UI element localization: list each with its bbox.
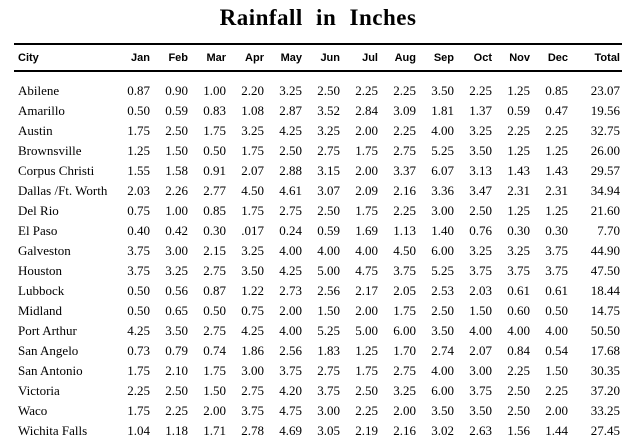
value-cell: 1.50 xyxy=(317,303,340,318)
value-cell: 3.00 xyxy=(317,403,340,418)
value-cell: 1.43 xyxy=(507,163,530,178)
value-cell: 4.25 xyxy=(279,263,302,278)
value-cell: 1.58 xyxy=(165,163,188,178)
value-cell: 3.00 xyxy=(431,203,454,218)
table-row xyxy=(14,142,622,162)
value-cell: 4.61 xyxy=(279,183,302,198)
value-cell: 1.81 xyxy=(431,103,454,118)
value-cell: 34.94 xyxy=(590,183,620,198)
value-cell: 0.59 xyxy=(507,103,530,118)
value-cell: 1.40 xyxy=(431,223,454,238)
value-cell: 30.35 xyxy=(590,363,620,378)
value-cell: 3.50 xyxy=(431,83,454,98)
value-cell: 2.53 xyxy=(431,283,454,298)
value-cell: 5.25 xyxy=(317,323,340,338)
value-cell: 3.50 xyxy=(165,323,188,338)
value-cell: 3.37 xyxy=(393,163,416,178)
table-row xyxy=(14,402,622,422)
value-cell: 0.30 xyxy=(203,223,226,238)
value-cell: 2.20 xyxy=(241,83,264,98)
value-cell: 0.50 xyxy=(127,103,150,118)
value-cell: 1.75 xyxy=(127,403,150,418)
column-header-city: City xyxy=(14,44,114,71)
city-cell: Abilene xyxy=(18,83,60,98)
city-cell: Austin xyxy=(18,123,53,138)
value-cell: 2.56 xyxy=(317,283,340,298)
value-cell: 2.78 xyxy=(241,423,264,438)
city-cell: Dallas /Ft. Worth xyxy=(18,183,108,198)
value-cell: 1.56 xyxy=(507,423,530,438)
value-cell: 0.30 xyxy=(545,223,568,238)
value-cell: 2.07 xyxy=(469,343,492,358)
value-cell: 1.18 xyxy=(165,423,188,438)
value-cell: 6.07 xyxy=(431,163,454,178)
value-cell: 1.71 xyxy=(203,423,226,438)
value-cell: 47.50 xyxy=(590,263,620,278)
value-cell: 0.50 xyxy=(127,283,150,298)
value-cell: 3.50 xyxy=(241,263,264,278)
city-cell: Amarillo xyxy=(18,103,65,118)
value-cell: 0.42 xyxy=(165,223,188,238)
value-cell: 2.75 xyxy=(317,363,340,378)
column-header-apr: Apr xyxy=(228,44,266,71)
city-cell: Houston xyxy=(18,263,63,278)
table-row xyxy=(14,302,622,322)
value-cell: 2.00 xyxy=(203,403,226,418)
value-cell: 3.00 xyxy=(241,363,264,378)
value-cell: 2.25 xyxy=(355,83,378,98)
column-header-jan: Jan xyxy=(114,44,152,71)
value-cell: 7.70 xyxy=(597,223,620,238)
value-cell: .017 xyxy=(241,223,264,238)
rainfall-table xyxy=(14,43,622,440)
value-cell: 2.75 xyxy=(203,323,226,338)
value-cell: 2.15 xyxy=(203,243,226,258)
value-cell: 0.90 xyxy=(165,83,188,98)
value-cell: 0.79 xyxy=(165,343,188,358)
value-cell: 3.00 xyxy=(469,363,492,378)
value-cell: 2.50 xyxy=(279,143,302,158)
city-cell: Midland xyxy=(18,303,63,318)
table-header xyxy=(14,44,622,71)
table-row xyxy=(14,242,622,262)
table-row xyxy=(14,362,622,382)
value-cell: 0.40 xyxy=(127,223,150,238)
value-cell: 0.50 xyxy=(203,143,226,158)
value-cell: 2.16 xyxy=(393,423,416,438)
value-cell: 4.25 xyxy=(241,323,264,338)
value-cell: 2.00 xyxy=(393,403,416,418)
value-cell: 2.25 xyxy=(165,403,188,418)
value-cell: 2.75 xyxy=(241,383,264,398)
column-header-nov: Nov xyxy=(494,44,532,71)
value-cell: 0.60 xyxy=(507,303,530,318)
city-cell: El Paso xyxy=(18,223,58,238)
value-cell: 18.44 xyxy=(590,283,620,298)
table-row xyxy=(14,422,622,440)
column-header-feb: Feb xyxy=(152,44,190,71)
value-cell: 2.75 xyxy=(203,263,226,278)
value-cell: 2.25 xyxy=(507,363,530,378)
value-cell: 3.25 xyxy=(393,383,416,398)
value-cell: 3.25 xyxy=(469,123,492,138)
value-cell: 1.44 xyxy=(545,423,568,438)
value-cell: 1.25 xyxy=(545,203,568,218)
value-cell: 1.75 xyxy=(203,363,226,378)
value-cell: 2.50 xyxy=(507,383,530,398)
value-cell: 2.09 xyxy=(355,183,378,198)
value-cell: 44.90 xyxy=(590,243,620,258)
value-cell: 3.75 xyxy=(241,403,264,418)
value-cell: 6.00 xyxy=(393,323,416,338)
value-cell: 0.59 xyxy=(317,223,340,238)
value-cell: 0.59 xyxy=(165,103,188,118)
value-cell: 3.25 xyxy=(241,123,264,138)
value-cell: 2.26 xyxy=(165,183,188,198)
column-header-aug: Aug xyxy=(380,44,418,71)
value-cell: 1.75 xyxy=(127,363,150,378)
value-cell: 2.88 xyxy=(279,163,302,178)
value-cell: 3.25 xyxy=(241,243,264,258)
value-cell: 3.09 xyxy=(393,103,416,118)
value-cell: 3.07 xyxy=(317,183,340,198)
value-cell: 2.00 xyxy=(355,123,378,138)
value-cell: 1.50 xyxy=(469,303,492,318)
table-row xyxy=(14,122,622,142)
value-cell: 2.25 xyxy=(393,123,416,138)
value-cell: 3.50 xyxy=(431,323,454,338)
value-cell: 5.00 xyxy=(355,323,378,338)
value-cell: 0.47 xyxy=(545,103,568,118)
city-cell: Brownsville xyxy=(18,143,82,158)
value-cell: 3.00 xyxy=(165,243,188,258)
city-cell: Wichita Falls xyxy=(18,423,88,438)
value-cell: 2.25 xyxy=(545,383,568,398)
page-title: Rainfall in Inches xyxy=(219,5,417,30)
value-cell: 2.50 xyxy=(507,403,530,418)
value-cell: 4.20 xyxy=(279,383,302,398)
value-cell: 4.50 xyxy=(393,243,416,258)
value-cell: 0.87 xyxy=(127,83,150,98)
value-cell: 2.19 xyxy=(355,423,378,438)
value-cell: 2.25 xyxy=(545,123,568,138)
value-cell: 1.08 xyxy=(241,103,264,118)
table-row xyxy=(14,382,622,402)
city-cell: Corpus Christi xyxy=(18,163,95,178)
value-cell: 1.00 xyxy=(203,83,226,98)
value-cell: 0.87 xyxy=(203,283,226,298)
value-cell: 2.00 xyxy=(355,303,378,318)
value-cell: 0.30 xyxy=(507,223,530,238)
value-cell: 2.00 xyxy=(355,163,378,178)
value-cell: 4.00 xyxy=(355,243,378,258)
value-cell: 2.63 xyxy=(469,423,492,438)
value-cell: 3.50 xyxy=(431,403,454,418)
value-cell: 6.00 xyxy=(431,243,454,258)
value-cell: 2.74 xyxy=(431,343,454,358)
value-cell: 0.61 xyxy=(545,283,568,298)
value-cell: 1.00 xyxy=(165,203,188,218)
table-row xyxy=(14,222,622,242)
value-cell: 2.84 xyxy=(355,103,378,118)
value-cell: 2.25 xyxy=(355,403,378,418)
city-cell: Del Rio xyxy=(18,203,59,218)
value-cell: 1.13 xyxy=(393,223,416,238)
column-header-jul: Jul xyxy=(342,44,380,71)
value-cell: 0.61 xyxy=(507,283,530,298)
value-cell: 3.75 xyxy=(507,263,530,278)
value-cell: 1.37 xyxy=(469,103,492,118)
value-cell: 4.00 xyxy=(279,323,302,338)
value-cell: 3.05 xyxy=(317,423,340,438)
value-cell: 1.25 xyxy=(507,143,530,158)
value-cell: 2.75 xyxy=(393,363,416,378)
value-cell: 3.75 xyxy=(279,363,302,378)
value-cell: 1.50 xyxy=(545,363,568,378)
column-header-jun: Jun xyxy=(304,44,342,71)
value-cell: 2.05 xyxy=(393,283,416,298)
value-cell: 23.07 xyxy=(590,83,620,98)
value-cell: 1.04 xyxy=(127,423,150,438)
value-cell: 0.91 xyxy=(203,163,226,178)
value-cell: 4.75 xyxy=(279,403,302,418)
value-cell: 4.25 xyxy=(279,123,302,138)
column-header-mar: Mar xyxy=(190,44,228,71)
value-cell: 1.75 xyxy=(241,203,264,218)
value-cell: 26.00 xyxy=(590,143,620,158)
value-cell: 3.75 xyxy=(127,243,150,258)
value-cell: 3.02 xyxy=(431,423,454,438)
value-cell: 1.50 xyxy=(203,383,226,398)
value-cell: 3.47 xyxy=(469,183,492,198)
table-row xyxy=(14,71,622,102)
value-cell: 4.25 xyxy=(127,323,150,338)
table-row xyxy=(14,102,622,122)
value-cell: 3.25 xyxy=(507,243,530,258)
value-cell: 3.25 xyxy=(165,263,188,278)
value-cell: 2.25 xyxy=(393,203,416,218)
value-cell: 2.03 xyxy=(127,183,150,198)
value-cell: 1.25 xyxy=(545,143,568,158)
value-cell: 0.73 xyxy=(127,343,150,358)
value-cell: 1.83 xyxy=(317,343,340,358)
value-cell: 3.25 xyxy=(469,243,492,258)
value-cell: 3.25 xyxy=(317,123,340,138)
value-cell: 4.00 xyxy=(469,323,492,338)
value-cell: 2.50 xyxy=(165,383,188,398)
value-cell: 14.75 xyxy=(590,303,620,318)
value-cell: 50.50 xyxy=(590,323,620,338)
value-cell: 0.85 xyxy=(545,83,568,98)
value-cell: 0.54 xyxy=(545,343,568,358)
value-cell: 2.75 xyxy=(393,143,416,158)
table-body xyxy=(14,71,622,440)
value-cell: 1.25 xyxy=(507,203,530,218)
table-row xyxy=(14,342,622,362)
value-cell: 1.22 xyxy=(241,283,264,298)
value-cell: 2.50 xyxy=(431,303,454,318)
value-cell: 3.25 xyxy=(279,83,302,98)
value-cell: 2.31 xyxy=(507,183,530,198)
value-cell: 0.65 xyxy=(165,303,188,318)
value-cell: 2.25 xyxy=(469,83,492,98)
value-cell: 1.86 xyxy=(241,343,264,358)
value-cell: 4.69 xyxy=(279,423,302,438)
value-cell: 0.56 xyxy=(165,283,188,298)
value-cell: 2.00 xyxy=(279,303,302,318)
value-cell: 5.25 xyxy=(431,263,454,278)
value-cell: 4.00 xyxy=(431,123,454,138)
value-cell: 32.75 xyxy=(590,123,620,138)
value-cell: 0.50 xyxy=(203,303,226,318)
value-cell: 3.75 xyxy=(127,263,150,278)
value-cell: 2.25 xyxy=(127,383,150,398)
value-cell: 17.68 xyxy=(590,343,620,358)
value-cell: 0.83 xyxy=(203,103,226,118)
value-cell: 2.31 xyxy=(545,183,568,198)
value-cell: 3.75 xyxy=(393,263,416,278)
value-cell: 2.17 xyxy=(355,283,378,298)
value-cell: 5.00 xyxy=(317,263,340,278)
city-cell: Victoria xyxy=(18,383,60,398)
table-row xyxy=(14,202,622,222)
city-cell: Waco xyxy=(18,403,48,418)
value-cell: 4.00 xyxy=(507,323,530,338)
value-cell: 2.87 xyxy=(279,103,302,118)
value-cell: 1.75 xyxy=(241,143,264,158)
value-cell: 29.57 xyxy=(590,163,620,178)
value-cell: 2.50 xyxy=(469,203,492,218)
value-cell: 2.50 xyxy=(317,203,340,218)
value-cell: 3.13 xyxy=(469,163,492,178)
value-cell: 1.43 xyxy=(545,163,568,178)
value-cell: 1.75 xyxy=(203,123,226,138)
value-cell: 2.75 xyxy=(279,203,302,218)
value-cell: 1.70 xyxy=(393,343,416,358)
value-cell: 19.56 xyxy=(590,103,620,118)
value-cell: 4.00 xyxy=(545,323,568,338)
value-cell: 2.10 xyxy=(165,363,188,378)
value-cell: 2.50 xyxy=(317,83,340,98)
city-cell: San Angelo xyxy=(18,343,79,358)
value-cell: 5.25 xyxy=(431,143,454,158)
value-cell: 4.00 xyxy=(431,363,454,378)
value-cell: 2.56 xyxy=(279,343,302,358)
value-cell: 37.20 xyxy=(590,383,620,398)
value-cell: 1.75 xyxy=(393,303,416,318)
city-cell: Port Arthur xyxy=(18,323,77,338)
city-cell: Lubbock xyxy=(18,283,65,298)
value-cell: 6.00 xyxy=(431,383,454,398)
value-cell: 3.75 xyxy=(317,383,340,398)
value-cell: 1.55 xyxy=(127,163,150,178)
value-cell: 4.75 xyxy=(355,263,378,278)
value-cell: 3.75 xyxy=(469,263,492,278)
value-cell: 27.45 xyxy=(590,423,620,438)
value-cell: 2.16 xyxy=(393,183,416,198)
value-cell: 2.73 xyxy=(279,283,302,298)
value-cell: 2.50 xyxy=(165,123,188,138)
value-cell: 2.07 xyxy=(241,163,264,178)
table-row xyxy=(14,322,622,342)
table-row xyxy=(14,262,622,282)
value-cell: 0.75 xyxy=(127,203,150,218)
column-header-may: May xyxy=(266,44,304,71)
column-header-dec: Dec xyxy=(532,44,570,71)
value-cell: 1.75 xyxy=(127,123,150,138)
value-cell: 4.00 xyxy=(279,243,302,258)
table-row xyxy=(14,182,622,202)
value-cell: 2.03 xyxy=(469,283,492,298)
value-cell: 2.77 xyxy=(203,183,226,198)
value-cell: 2.00 xyxy=(545,403,568,418)
value-cell: 2.75 xyxy=(317,143,340,158)
city-cell: San Antonio xyxy=(18,363,83,378)
value-cell: 1.75 xyxy=(355,143,378,158)
value-cell: 2.25 xyxy=(507,123,530,138)
city-cell: Galveston xyxy=(18,243,71,258)
value-cell: 1.75 xyxy=(355,203,378,218)
value-cell: 0.50 xyxy=(545,303,568,318)
column-header-oct: Oct xyxy=(456,44,494,71)
value-cell: 1.50 xyxy=(165,143,188,158)
value-cell: 1.75 xyxy=(355,363,378,378)
column-header-sep: Sep xyxy=(418,44,456,71)
table-row xyxy=(14,162,622,182)
table-header-row xyxy=(14,44,622,71)
value-cell: 3.75 xyxy=(545,263,568,278)
value-cell: 1.69 xyxy=(355,223,378,238)
value-cell: 0.75 xyxy=(241,303,264,318)
value-cell: 3.15 xyxy=(317,163,340,178)
value-cell: 0.50 xyxy=(127,303,150,318)
value-cell: 4.50 xyxy=(241,183,264,198)
value-cell: 4.00 xyxy=(317,243,340,258)
value-cell: 3.75 xyxy=(545,243,568,258)
value-cell: 3.50 xyxy=(469,143,492,158)
value-cell: 0.76 xyxy=(469,223,492,238)
table-row xyxy=(14,282,622,302)
value-cell: 2.50 xyxy=(355,383,378,398)
value-cell: 0.85 xyxy=(203,203,226,218)
value-cell: 1.25 xyxy=(355,343,378,358)
value-cell: 3.50 xyxy=(469,403,492,418)
value-cell: 0.74 xyxy=(203,343,226,358)
value-cell: 3.75 xyxy=(469,383,492,398)
value-cell: 3.36 xyxy=(431,183,454,198)
value-cell: 0.84 xyxy=(507,343,530,358)
column-header-total: Total xyxy=(570,44,622,71)
value-cell: 3.52 xyxy=(317,103,340,118)
value-cell: 1.25 xyxy=(127,143,150,158)
value-cell: 2.25 xyxy=(393,83,416,98)
value-cell: 21.60 xyxy=(590,203,620,218)
value-cell: 1.25 xyxy=(507,83,530,98)
value-cell: 0.24 xyxy=(279,223,302,238)
value-cell: 33.25 xyxy=(590,403,620,418)
